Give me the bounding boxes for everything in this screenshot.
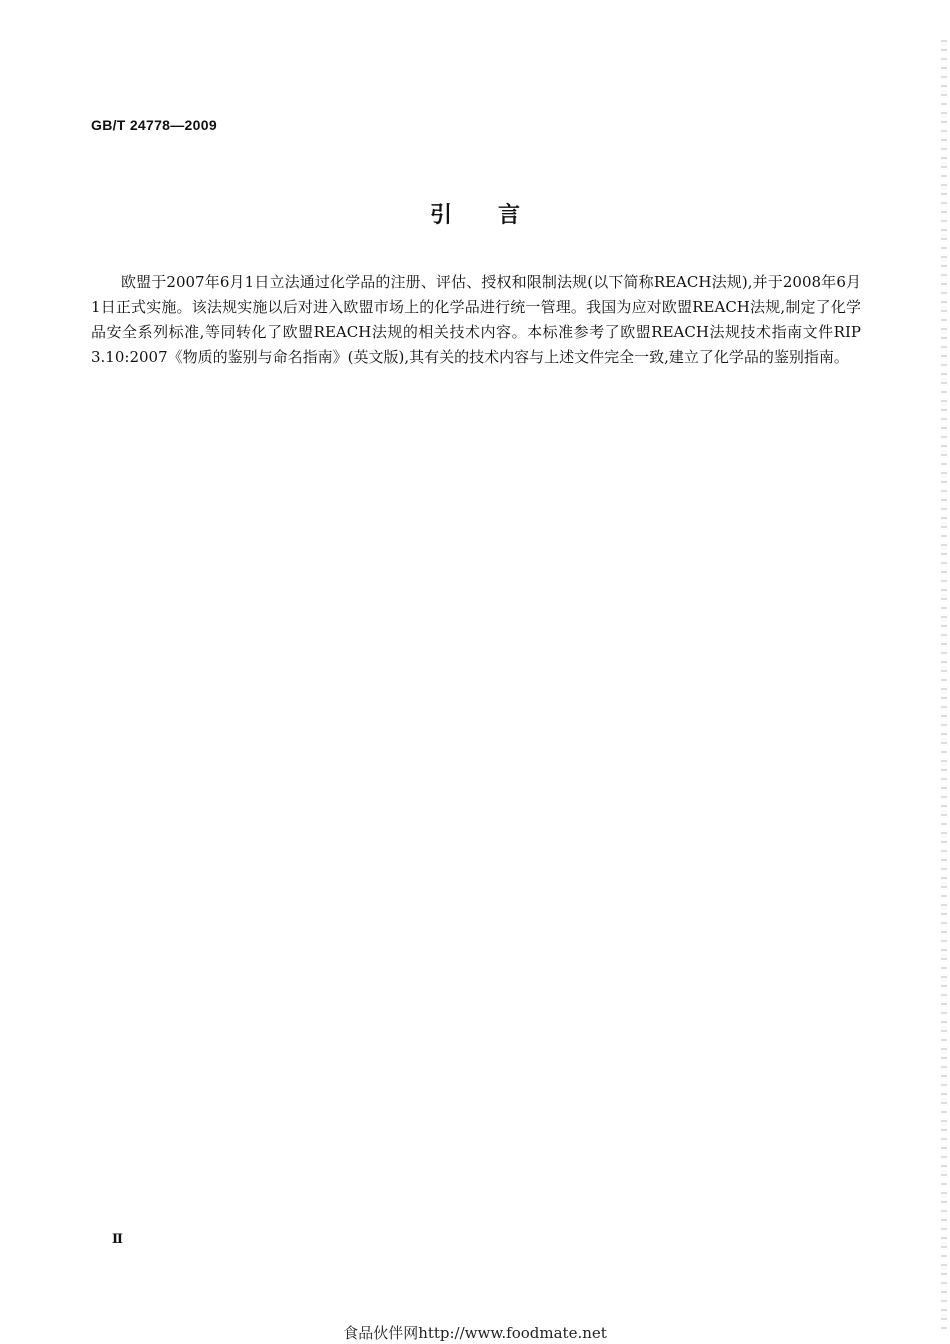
section-title: 引言 xyxy=(429,203,566,228)
intro-paragraph: 欧盟于2007年6月1日立法通过化学品的注册、评估、授权和限制法规(以下简称REACH法规),并于2008年6月1日正式实施。该法规实施以后对进入欧盟市场上的化学品进行统一管理。我国为应对欧盟REACH法规,制定了化学品安全系列标准,等同转化了欧盟REACH法规的相关技术内容。本标准参考了欧盟REACH法规技术指南文件RIP 3.10:2007《物质的鉴别与命名指南》(英文版),其有关的技术内容与上述文件完全一致,建立了化学品的鉴别指南。 xyxy=(91,273,861,366)
page-number: Ⅱ xyxy=(112,1232,123,1247)
body-text xyxy=(91,270,861,370)
footer-watermark: 食品伙伴网http://www.foodmate.net xyxy=(343,1324,607,1342)
scan-edge-artifact xyxy=(941,40,947,1330)
standard-code: GB/T 24778—2009 xyxy=(91,117,217,133)
